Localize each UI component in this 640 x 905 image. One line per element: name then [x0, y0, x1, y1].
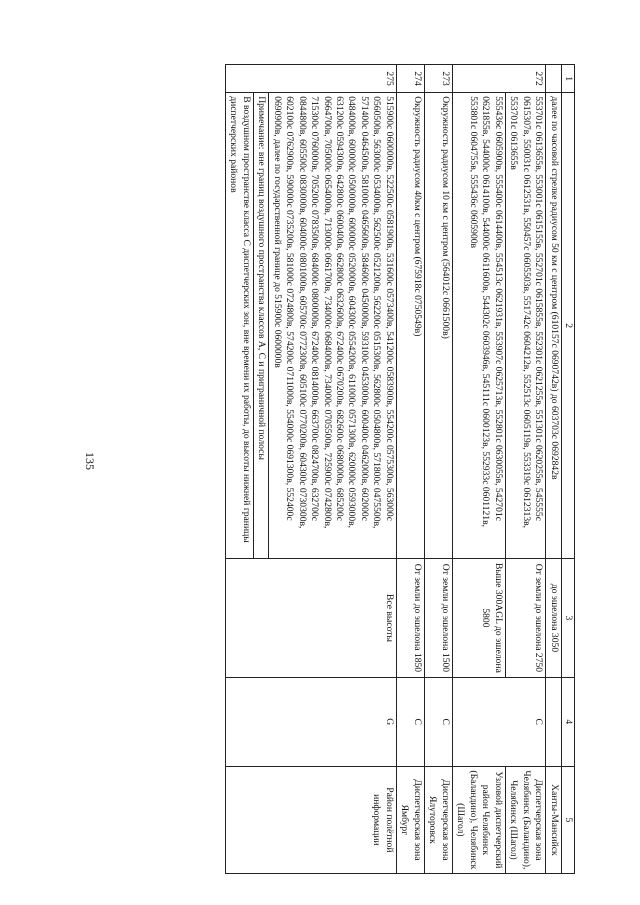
row-number	[546, 65, 561, 93]
altitude-cell: От земли до эшелона 2750	[505, 559, 545, 677]
boundary-cell: Окружность радиусом 40км с центром (675918с 0750549в)	[396, 93, 424, 559]
class-cell: С	[396, 677, 424, 766]
row-number: 272	[452, 65, 545, 93]
table-row	[505, 65, 545, 874]
boundary-cell: далее по часовой стрелке радиусом 50 км с центром (610157с 0690742в) до 603703с 0692842в	[546, 93, 561, 559]
unit-cell: Узловой диспетчерский район Челябинск (Баландино), Челябинск (Шагол)	[452, 766, 505, 873]
header-col-1: 1	[561, 65, 574, 93]
unit-cell: Диспетчерская зона Ялуторовск	[424, 766, 452, 873]
unit-cell: Диспетчерская зона Ямбург	[396, 766, 424, 873]
class-cell	[546, 677, 561, 766]
boundary-cell: 555436с 0605900в, 555400с 0614400в, 554513с 0621931в, 553907с 0625713в, 552801с 0630055в, 542701с 0621855в, 544000с 0614100в, 544000с 0611600в, 544302с 0603946в, 545111с 0600123в, 552933с 0601121в, 553801с 0604755в, 555436с 0605900в	[452, 93, 505, 559]
altitude-cell: От земли до эшелона 1850	[396, 559, 424, 677]
unit-cell: Диспетчерская зона Челябинск (Баландино), Челябинск (Шагол)	[505, 766, 545, 873]
altitude-cell: Выше 300AGL до эшелона 5800	[452, 559, 505, 677]
table-row	[269, 65, 397, 874]
header-col-5: 5	[561, 766, 574, 873]
row-number: 275	[225, 65, 396, 93]
airspace-table	[225, 64, 575, 874]
document-page	[103, 64, 575, 874]
class-cell: G	[225, 677, 396, 766]
table-row	[396, 65, 424, 874]
row-number: 274	[396, 65, 424, 93]
boundary-cell: Окружность радиусом 10 км с центром (564012с 0661500в)	[424, 93, 452, 559]
boundary-cell: 553701с 0613655в, 553001с 0615155в, 552701с 0615855в, 552301с 0621255в, 551301с 0620255в, 545555с 0615307в, 550031с 0612531в, 550457с 0605503в, 551742с 0604212в, 552513с 0605119в, 553319с 0612313в, 553701с 0613655в	[505, 93, 545, 559]
unit-cell: Ханты-Мансийск	[546, 766, 561, 873]
table-row	[424, 65, 452, 874]
page-number: 135	[83, 452, 98, 470]
boundary-cell: 515900с 0600000в, 522500с 0581900в, 531600с 0573400в, 541200с 0583900в, 554200с 0575300в, 563000с 0560500в, 563000с 0534000в, 562500с 0521200в, 562200с 0515300в, 562800с 0504800в, 571800с 0475500в, 571400с 0464500в, 581000с 0465600в, 584600с 0450000в, 593100с 0453000в, 600400с 0462000в, 602000с 0484000в, 600000с 0500000в, 600000с 0520000в, 604300с 0554200в, 611000с 0571300в, 620000с 0593000в, 631200с 0594300в, 642800с 0600400в, 662800с 0632600в, 672400с 0670200в, 682600с 0680000в, 685200с 0664700в, 705000с 0654000в, 713000с 0661700в, 734000с 0684000в, 734000с 0705500в, 725900с 0742800в, 715300с 0760000в, 705200с 0783500в, 684000с 0800000в, 672400с 0814000в, 663700с 0824700в, 632700с 0844800в, 605500с 0830000в, 604000с 0801000в, 605700с 0772300в, 605100с 0770200в, 604300с 0730300в, 602100с 0762900в, 590000с 0735200в, 581000с 0724800в, 574200с 0711000в, 554000с 0691300в, 552400с 0690900в, далее по государственной границе до 515900с 0600000в	[269, 93, 397, 559]
header-col-2: 2	[561, 93, 574, 559]
header-col-3: 3	[561, 559, 574, 677]
note-text: Примечание: вне границ воздушного пространства классов А, С и приграничной полосы	[253, 93, 268, 559]
header-col-4: 4	[561, 677, 574, 766]
class-cell: С	[452, 677, 545, 766]
header-row	[561, 65, 574, 874]
row-number: 273	[424, 65, 452, 93]
altitude-cell: до эшелона 3050	[546, 559, 561, 677]
class-cell: С	[424, 677, 452, 766]
note-text: В воздушном пространстве класса С диспетчерских зон, вне времени их работы, до высоты нижней границы диспетчерских районов	[225, 93, 253, 559]
altitude-cell: От земли до эшелона 1500	[424, 559, 452, 677]
table-row	[546, 65, 561, 874]
altitude-cell: Все высоты	[225, 559, 396, 677]
unit-cell: Район полётной информации	[225, 766, 396, 873]
